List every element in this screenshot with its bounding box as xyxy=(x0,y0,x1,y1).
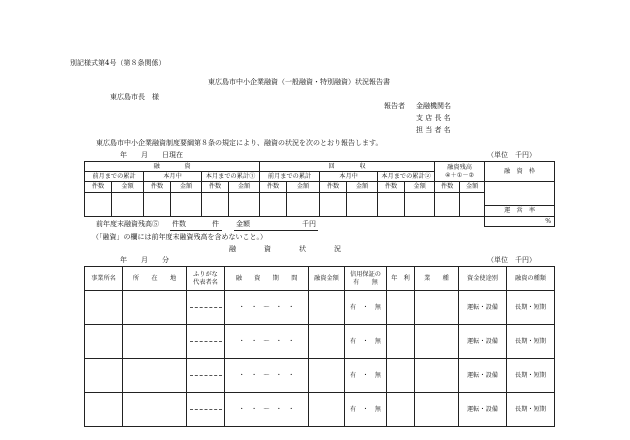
guarantee-cell[interactable]: 有 ・ 無 xyxy=(345,393,387,427)
cell[interactable] xyxy=(85,325,123,359)
cell[interactable] xyxy=(171,193,202,217)
col-industry: 業 種 xyxy=(415,267,459,291)
limit-cell[interactable] xyxy=(485,182,555,206)
cell[interactable] xyxy=(144,193,171,217)
count-header: 件数 xyxy=(144,182,171,193)
prev-year-amount-label: 金額 xyxy=(236,220,250,228)
limit-header: 融 資 枠 xyxy=(485,162,555,182)
period-cell[interactable]: ・ ・ ～ ・ ・ xyxy=(225,359,309,393)
kind-cell[interactable]: 長期・短期 xyxy=(507,291,555,325)
yushi-header: 融 資 xyxy=(85,162,260,172)
loan-detail-table xyxy=(84,266,555,427)
collect-cum: 本月までの累計② xyxy=(378,172,435,182)
count-header: 件数 xyxy=(435,182,460,193)
cell[interactable] xyxy=(347,193,378,217)
count-header: 件数 xyxy=(378,182,405,193)
guarantee-cell[interactable]: 有 ・ 無 xyxy=(345,291,387,325)
cell[interactable] xyxy=(85,291,123,325)
cell[interactable] xyxy=(387,325,415,359)
cell[interactable] xyxy=(435,193,460,217)
prev-year-count-unit: 件 xyxy=(212,220,219,228)
cell[interactable] xyxy=(260,193,287,217)
col-kind: 融資の種類 xyxy=(507,267,555,291)
page-title: 東広島市中小企業融資（一般融資・特別融資）状況報告書 xyxy=(208,78,390,86)
table-row xyxy=(85,359,555,393)
cell[interactable] xyxy=(415,291,459,325)
cell[interactable] xyxy=(415,325,459,359)
cell[interactable] xyxy=(202,193,229,217)
table2-unit: （単位 千円） xyxy=(487,256,536,264)
person-label: 担 当 者 名 xyxy=(416,126,451,134)
table1-date: 年 月 日現在 xyxy=(120,151,183,159)
period-cum: 本月までの累計① xyxy=(202,172,260,182)
branch-label: 支 店 長 名 xyxy=(416,114,451,122)
use-cell[interactable]: 運転・設備 xyxy=(459,393,507,427)
rep-cell[interactable] xyxy=(187,291,225,325)
cell[interactable] xyxy=(415,359,459,393)
amount-header: 金額 xyxy=(405,182,435,193)
reporter-label: 報告者 xyxy=(384,102,405,110)
cell[interactable] xyxy=(387,393,415,427)
count-header: 件数 xyxy=(202,182,229,193)
period-cell[interactable]: ・ ・ ～ ・ ・ xyxy=(225,325,309,359)
table-row xyxy=(85,393,555,427)
cell[interactable] xyxy=(378,193,405,217)
cell[interactable] xyxy=(112,193,144,217)
cell[interactable] xyxy=(123,393,187,427)
cell[interactable] xyxy=(229,193,260,217)
kind-cell[interactable]: 長期・短期 xyxy=(507,325,555,359)
rep-cell[interactable] xyxy=(187,359,225,393)
unyo-percent: % xyxy=(485,217,555,227)
loan-status-table xyxy=(84,161,555,227)
recipient: 東広島市長 様 xyxy=(110,93,159,101)
cell[interactable] xyxy=(460,193,485,217)
use-cell[interactable]: 運転・設備 xyxy=(459,359,507,393)
col-amount: 融資金額 xyxy=(309,267,345,291)
table2-month: 年 月 分 xyxy=(120,256,169,264)
table-row xyxy=(85,325,555,359)
rep-cell[interactable] xyxy=(187,393,225,427)
cell[interactable] xyxy=(405,193,435,217)
col-period: 融 資 期 間 xyxy=(225,267,309,291)
cell[interactable] xyxy=(309,359,345,393)
form-number: 別記様式第4号（第８条関係） xyxy=(70,59,166,67)
amount-header: 金額 xyxy=(171,182,202,193)
cell[interactable] xyxy=(123,359,187,393)
balance-header: 融資残高 ④＋①－② xyxy=(435,162,485,182)
col-guarantee: 信用保証の 有 無 xyxy=(345,267,387,291)
amount-header: 金額 xyxy=(460,182,485,193)
note: （「融資」の欄には前年度末融資残高を含めないこと。） xyxy=(92,233,267,241)
cell[interactable] xyxy=(309,393,345,427)
amount-header: 金額 xyxy=(229,182,260,193)
table1-unit: （単位 千円） xyxy=(487,151,536,159)
count-header: 件数 xyxy=(320,182,347,193)
cell[interactable] xyxy=(123,291,187,325)
cell[interactable] xyxy=(85,359,123,393)
cell[interactable] xyxy=(309,325,345,359)
cell[interactable] xyxy=(123,325,187,359)
amount-header: 金額 xyxy=(347,182,378,193)
col-representative: ふりがな 代表者名 xyxy=(187,267,225,291)
guarantee-cell[interactable]: 有 ・ 無 xyxy=(345,359,387,393)
kind-cell[interactable]: 長期・短期 xyxy=(507,393,555,427)
collect-this: 本月中 xyxy=(320,172,378,182)
count-header: 件数 xyxy=(85,182,112,193)
table-row xyxy=(85,291,555,325)
cell[interactable] xyxy=(287,193,320,217)
amount-header: 金額 xyxy=(287,182,320,193)
period-cell[interactable]: ・ ・ ～ ・ ・ xyxy=(225,393,309,427)
cell[interactable] xyxy=(309,291,345,325)
prev-year-amount-unit: 千円 xyxy=(302,220,316,228)
use-cell[interactable]: 運転・設備 xyxy=(459,325,507,359)
col-business: 事業所名 xyxy=(85,267,123,291)
prev-year-label: 前年度末融資残高⑤ xyxy=(96,220,159,228)
prev-year-count-label: 件数 xyxy=(172,220,186,228)
cell[interactable] xyxy=(320,193,347,217)
period-cell[interactable]: ・ ・ ～ ・ ・ xyxy=(225,291,309,325)
cell[interactable] xyxy=(387,359,415,393)
count-header: 件数 xyxy=(260,182,287,193)
period-this: 本月中 xyxy=(144,172,202,182)
kaishu-header: 回 収 xyxy=(260,162,435,172)
cell[interactable] xyxy=(387,291,415,325)
collect-prev: 前月までの累計 xyxy=(260,172,320,182)
col-rate: 年 利 xyxy=(387,267,415,291)
unyo-label: 運 営 率 xyxy=(485,206,555,217)
period-prev: 前月までの累計 xyxy=(85,172,144,182)
col-use: 資金使途別 xyxy=(459,267,507,291)
col-address: 所 在 地 xyxy=(123,267,187,291)
institution-label: 金融機関名 xyxy=(416,102,451,110)
cell[interactable] xyxy=(85,393,123,427)
cell[interactable] xyxy=(85,193,112,217)
intro-text: 東広島市中小企業融資制度要綱第８条の規定により、融資の状況を次のとおり報告します。 xyxy=(96,139,383,147)
table2-heading: 融 資 状 況 xyxy=(229,245,341,253)
prev-year-amount-line[interactable] xyxy=(234,230,318,231)
prev-year-count-line[interactable] xyxy=(170,230,222,231)
use-cell[interactable]: 運転・設備 xyxy=(459,291,507,325)
kind-cell[interactable]: 長期・短期 xyxy=(507,359,555,393)
guarantee-cell[interactable]: 有 ・ 無 xyxy=(345,325,387,359)
rep-cell[interactable] xyxy=(187,325,225,359)
amount-header: 金額 xyxy=(112,182,144,193)
cell[interactable] xyxy=(415,393,459,427)
